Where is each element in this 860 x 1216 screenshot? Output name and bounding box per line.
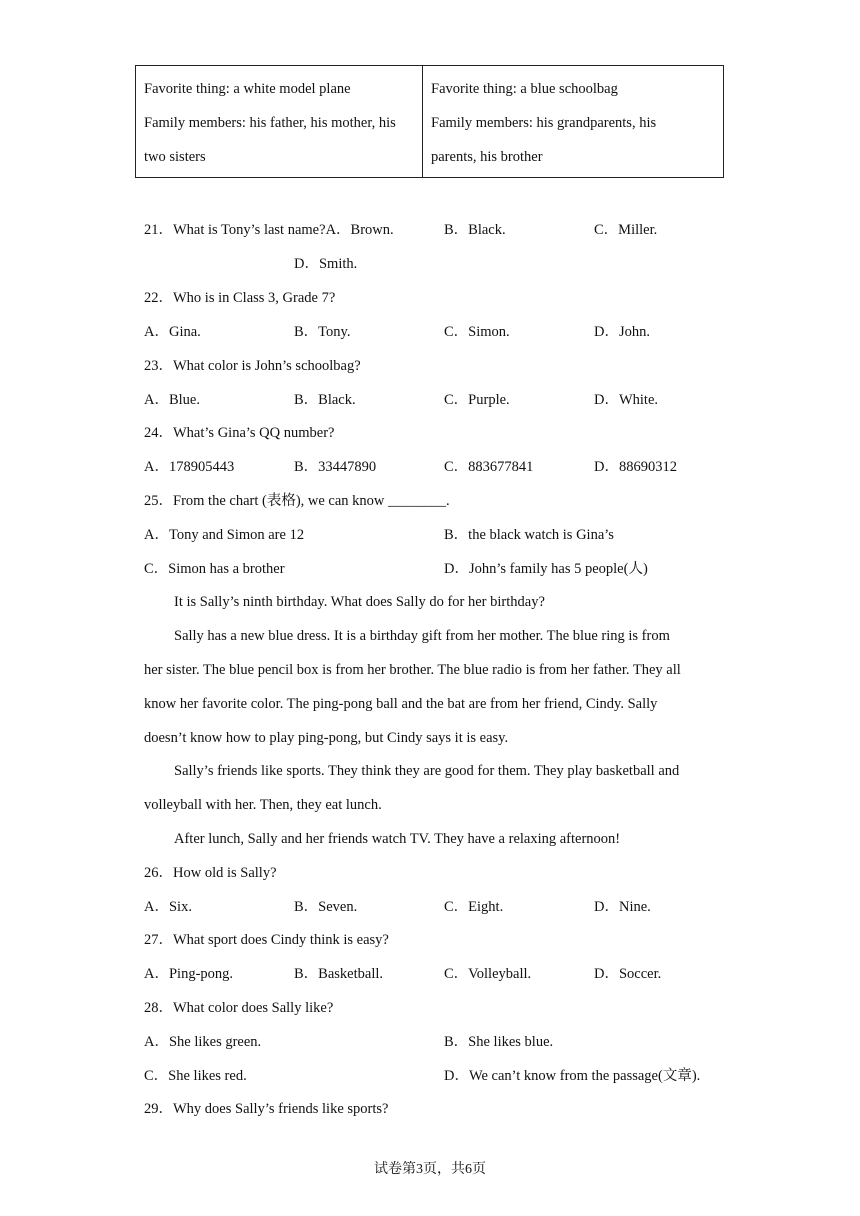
passage-p2-line-1: Sally’s friends like sports. They think they are good for them. They play basketball and	[174, 763, 680, 779]
question-23-stem: 23．What color is John’s schoolbag?	[144, 358, 361, 374]
table-left-line-1: Favorite thing: a white model plane	[144, 81, 351, 97]
question-23-option-d[interactable]: D．White.	[594, 392, 659, 408]
question-25-option-c[interactable]: C．Simon has a brother	[144, 561, 285, 577]
question-25-option-b[interactable]: B．the black watch is Gina’s	[444, 527, 614, 543]
question-21-option-d[interactable]: D．Smith.	[294, 256, 358, 272]
question-21-text: 21．What is Tony’s last name?	[144, 222, 326, 238]
page-footer: 试卷第3页，共6页	[374, 1162, 486, 1177]
question-22-stem: 22．Who is in Class 3, Grade 7?	[144, 290, 336, 306]
table-right-line-3: parents, his brother	[431, 149, 543, 165]
question-27-option-c[interactable]: C．Volleyball.	[444, 966, 532, 982]
question-21-stem	[144, 220, 394, 240]
question-24-option-a[interactable]: A．178905443	[144, 459, 235, 475]
question-21-option-c[interactable]: C．Miller.	[594, 222, 658, 238]
question-27-option-b[interactable]: B．Basketball.	[294, 966, 384, 982]
question-25-option-d[interactable]: D．John’s family has 5 people(人)	[444, 561, 648, 577]
question-22-option-d[interactable]: D．John.	[594, 324, 650, 340]
passage-p3: After lunch, Sally and her friends watch TV. They have a relaxing afternoon!	[174, 831, 621, 847]
question-24-option-d[interactable]: D．88690312	[594, 459, 677, 475]
question-28-option-a[interactable]: A．She likes green.	[144, 1034, 262, 1050]
question-24-option-c[interactable]: C．883677841	[444, 459, 534, 475]
question-23-option-c[interactable]: C．Purple.	[444, 392, 510, 408]
passage-p2-line-2: volleyball with her. Then, they eat lunch.	[144, 797, 382, 813]
info-table	[135, 65, 724, 178]
question-21-option-b[interactable]: B．Black.	[444, 222, 506, 238]
table-right-line-2: Family members: his grandparents, his	[431, 115, 657, 131]
passage-p1-line-1: Sally has a new blue dress. It is a birthday gift from her mother. The blue ring is from	[174, 628, 670, 644]
question-26-option-b[interactable]: B．Seven.	[294, 899, 358, 915]
question-28-option-c[interactable]: C．She likes red.	[144, 1068, 247, 1084]
question-23-option-a[interactable]: A．Blue.	[144, 392, 200, 408]
question-21-option-a[interactable]: A．Brown.	[325, 222, 394, 238]
question-26-option-a[interactable]: A．Six.	[144, 899, 192, 915]
question-26-option-c[interactable]: C．Eight.	[444, 899, 504, 915]
question-22-option-a[interactable]: A．Gina.	[144, 324, 201, 340]
question-26-option-d[interactable]: D．Nine.	[594, 899, 651, 915]
passage-intro: It is Sally’s ninth birthday. What does Sally do for her birthday?	[174, 594, 545, 610]
question-27-option-d[interactable]: D．Soccer.	[594, 966, 662, 982]
question-23-option-b[interactable]: B．Black.	[294, 392, 356, 408]
passage-p1-line-2: her sister. The blue pencil box is from her brother. The blue radio is from her father. They all	[144, 662, 681, 678]
question-27-option-a[interactable]: A．Ping-pong.	[144, 966, 234, 982]
question-28-stem: 28．What color does Sally like?	[144, 1000, 334, 1016]
table-left-line-3: two sisters	[144, 149, 206, 165]
table-divider	[422, 66, 423, 177]
question-28-option-b[interactable]: B．She likes blue.	[444, 1034, 554, 1050]
table-right-line-1: Favorite thing: a blue schoolbag	[431, 81, 618, 97]
question-22-option-b[interactable]: B．Tony.	[294, 324, 351, 340]
question-24-option-b[interactable]: B．33447890	[294, 459, 377, 475]
question-25-option-a[interactable]: A．Tony and Simon are 12	[144, 527, 305, 543]
passage-p1-line-3: know her favorite color. The ping-pong ball and the bat are from her friend, Cindy. Sally	[144, 696, 658, 712]
question-22-option-c[interactable]: C．Simon.	[444, 324, 510, 340]
question-25-stem: 25．From the chart (表格), we can know ________.	[144, 493, 450, 509]
question-29-stem: 29．Why does Sally’s friends like sports?	[144, 1101, 389, 1117]
passage-p1-line-4: doesn’t know how to play ping-pong, but Cindy says it is easy.	[144, 730, 509, 746]
table-left-line-2: Family members: his father, his mother, his	[144, 115, 396, 131]
question-24-stem: 24．What’s Gina’s QQ number?	[144, 425, 335, 441]
question-28-option-d[interactable]: D．We can’t know from the passage(文章).	[444, 1068, 701, 1084]
question-26-stem: 26．How old is Sally?	[144, 865, 277, 881]
question-27-stem: 27．What sport does Cindy think is easy?	[144, 932, 389, 948]
